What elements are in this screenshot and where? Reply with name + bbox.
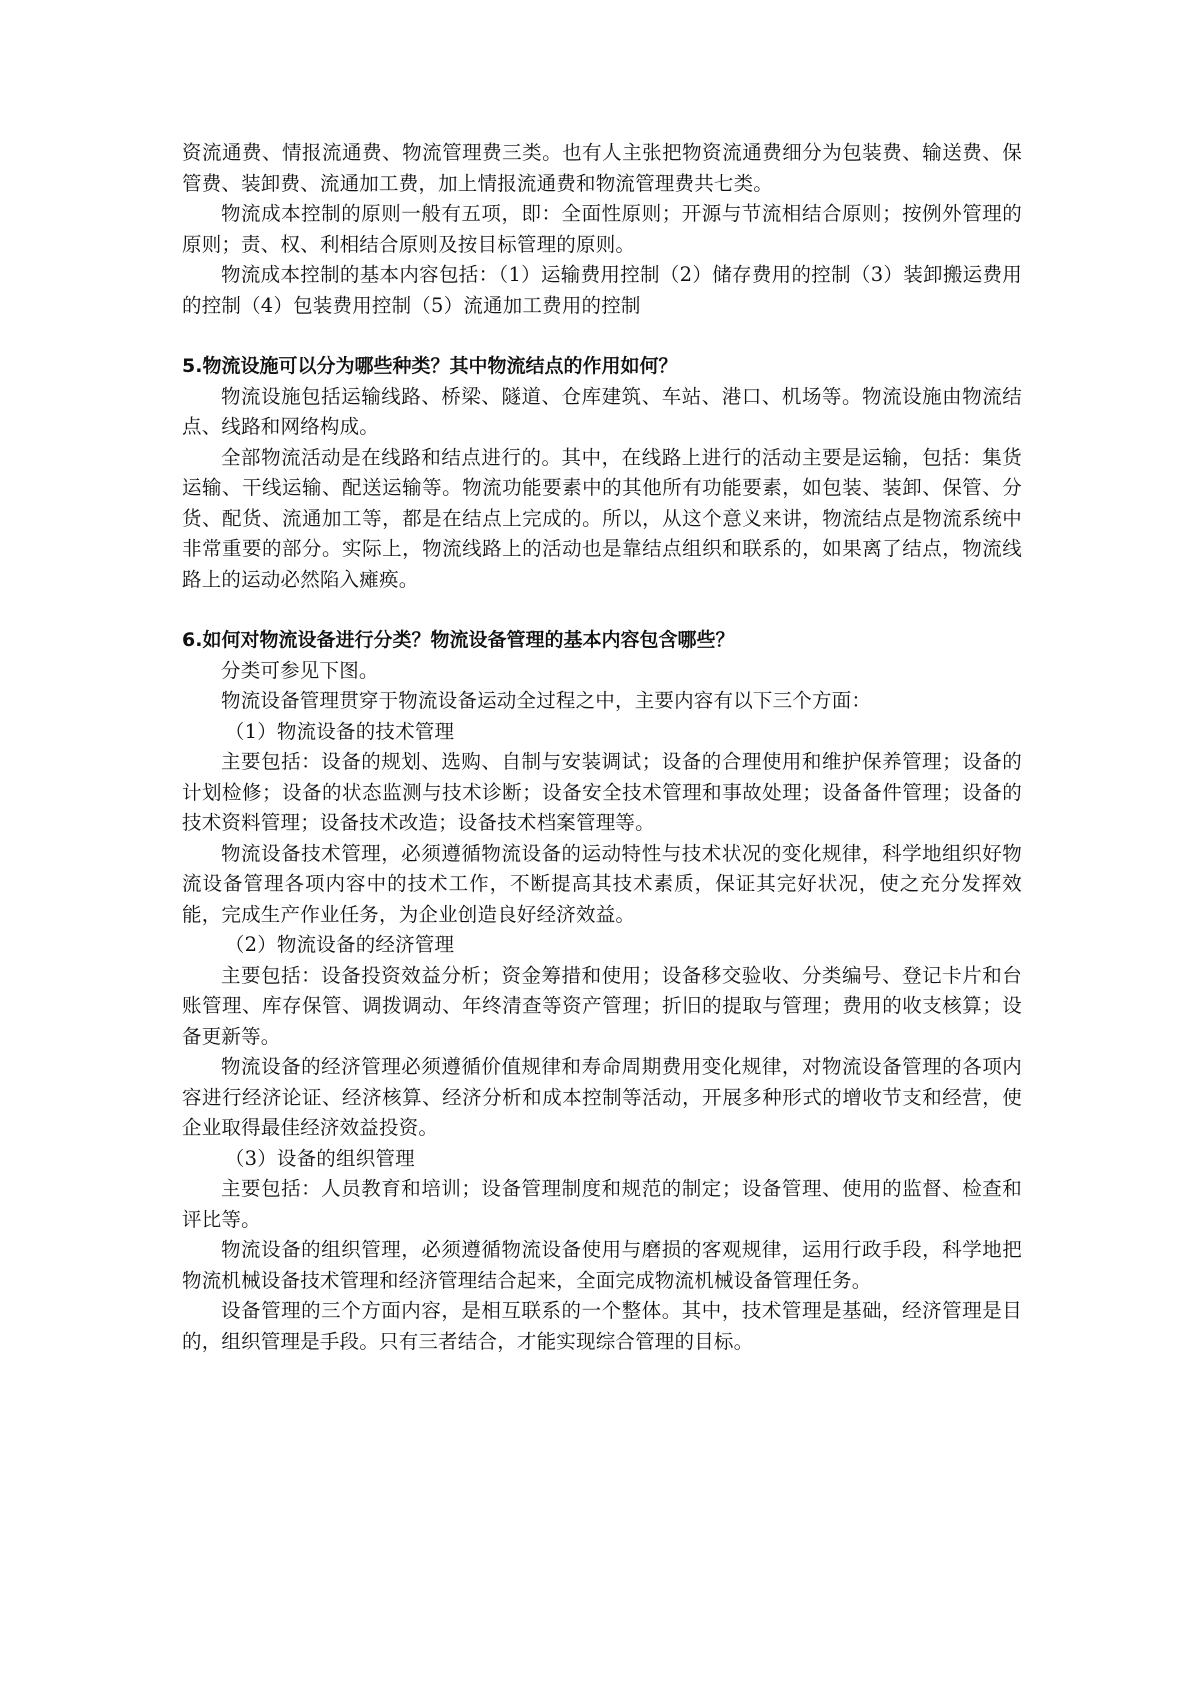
document-page <box>182 138 1022 1357</box>
paragraph: 分类可参见下图。 <box>221 658 379 682</box>
subheading: （1）物流设备的技术管理 <box>224 719 455 743</box>
section-gap <box>182 321 1022 351</box>
paragraph: 主要包括：设备的规划、选购、自制与安装调试；设备的合理使用和维护保养管理；设备的计划检修；设备的状态监测与技术诊断；设备安全技术管理和事故处理；设备备件管理；设备的技术资料管理；设备技术改造；设备技术档案管理等。 <box>182 750 1022 834</box>
paragraph: 物流设备管理贯穿于物流设备运动全过程之中，主要内容有以下三个方面： <box>221 689 872 712</box>
paragraph: 设备管理的三个方面内容，是相互联系的一个整体。其中，技术管理是基础，经济管理是目的，组织管理是手段。只有三者结合，才能实现综合管理的目标。 <box>182 1299 1022 1353</box>
subheading: （3）设备的组织管理 <box>224 1146 415 1170</box>
paragraph: 物流成本控制的原则一般有五项，即：全面性原则；开源与节流相结合原则；按例外管理的原则；责、权、利相结合原则及按目标管理的原则。 <box>182 202 1022 256</box>
paragraph: 物流设备技术管理，必须遵循物流设备的运动特性与技术状况的变化规律，科学地组织好物流设备管理各项内容中的技术工作，不断提高其技术素质，保证其完好状况，使之充分发挥效能，完成生产作业任务，为企业创造良好经济效益。 <box>182 841 1022 926</box>
paragraph: 资流通费、情报流通费、物流管理费三类。也有人主张把物资流通费细分为包装费、输送费、保管费、装卸费、流通加工费，加上情报流通费和物流管理费共七类。 <box>182 141 1022 195</box>
section-heading-5: 5.物流设施可以分为哪些种类？其中物流结点的作用如何？ <box>182 355 678 377</box>
section-gap <box>182 595 1022 625</box>
paragraph: 物流设备的经济管理必须遵循价值规律和寿命周期费用变化规律，对物流设备管理的各项内容进行经济论证、经济核算、经济分析和成本控制等活动，开展多种形式的增收节支和经营，使企业取得最佳经济效益投资。 <box>182 1055 1022 1139</box>
paragraph: 物流成本控制的基本内容包括：（1）运输费用控制（2）储存费用的控制（3）装卸搬运费用的控制（4）包装费用控制（5）流通加工费用的控制 <box>182 263 1022 317</box>
paragraph: 物流设施包括运输线路、桥梁、隧道、仓库建筑、车站、港口、机场等。物流设施由物流结点、线路和网络构成。 <box>182 384 1022 438</box>
subheading: （2）物流设备的经济管理 <box>224 933 455 956</box>
paragraph: 物流设备的组织管理，必须遵循物流设备使用与磨损的客观规律，运用行政手段，科学地把物流机械设备技术管理和经济管理结合起来，全面完成物流机械设备管理任务。 <box>182 1238 1022 1292</box>
paragraph: 主要包括：设备投资效益分析；资金筹措和使用；设备移交验收、分类编号、登记卡片和台账管理、库存保管、调拨调动、年终清查等资产管理；折旧的提取与管理；费用的收支核算；设备更新等。 <box>182 963 1022 1048</box>
paragraph: 主要包括：人员教育和培训；设备管理制度和规范的制定；设备管理、使用的监督、检查和评比等。 <box>182 1177 1022 1231</box>
paragraph: 全部物流活动是在线路和结点进行的。其中，在线路上进行的活动主要是运输，包括：集货运输、干线运输、配送运输等。物流功能要素中的其他所有功能要素，如包装、装卸、保管、分货、配货、流通加工等，都是在结点上完成的。所以，从这个意义来讲，物流结点是物流系统中非常重要的部分。实际上，物流线路上的活动也是靠结点组织和联系的，如果离了结点，物流线路上的运动必然陷入瘫痪。 <box>182 445 1022 591</box>
section-heading-6: 6.如何对物流设备进行分类？物流设备管理的基本内容包含哪些？ <box>182 629 735 651</box>
